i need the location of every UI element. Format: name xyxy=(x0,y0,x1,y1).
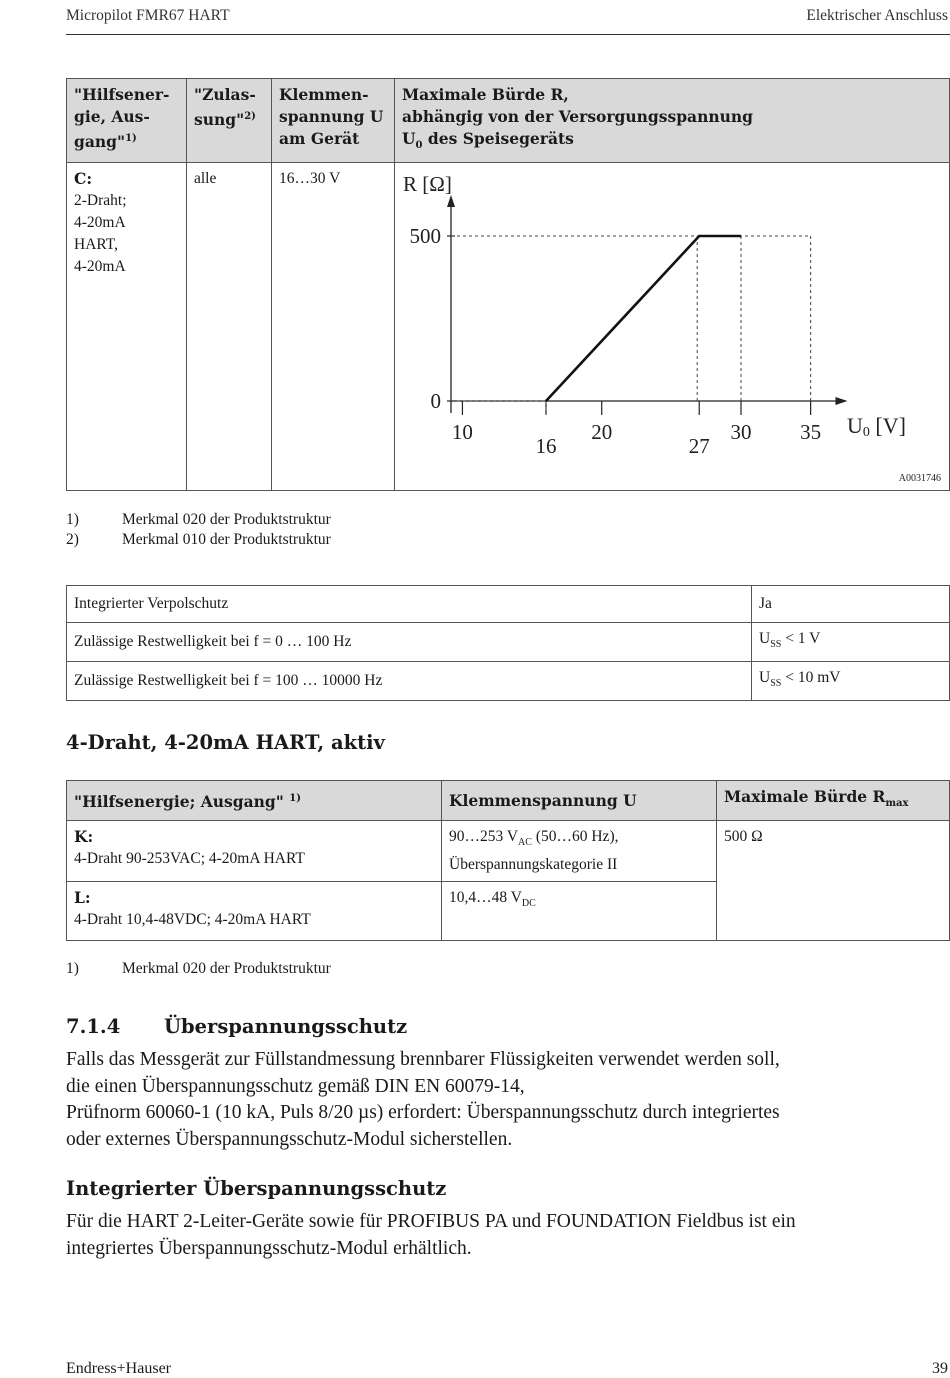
figure-id: A0031746 xyxy=(898,473,941,485)
t1-header-voltage xyxy=(272,79,395,163)
t2-value-1-sub: SS xyxy=(770,639,782,651)
t2-value-1-rest: < 1 V xyxy=(781,630,821,647)
t1-cell-power xyxy=(67,163,187,491)
t3-row-k-power xyxy=(67,821,442,882)
t1-header-load-l3 xyxy=(402,128,942,157)
footnote-3-text: Merkmal 020 der Produktstruktur xyxy=(122,960,331,977)
heading-7-1-4-title: Überspannungsschutz xyxy=(164,1015,408,1038)
heading-integriert: Integrierter Überspannungsschutz xyxy=(66,1177,447,1200)
footer-page-number: 39 xyxy=(932,1360,948,1377)
t3-row-l-desc: 4-Draht 10,4-48VDC; 4-20mA HART xyxy=(74,911,311,929)
x-tick-label-20: 20 xyxy=(591,420,613,445)
footnote-1-text: Merkmal 020 der Produktstruktur xyxy=(122,511,331,528)
para-714-l2: die einen Überspannungsschutz gemäß DIN EN 60079-14, xyxy=(66,1075,525,1097)
t1-cell-chart xyxy=(395,163,950,491)
t3-row-l-v-a: 10,4…48 V xyxy=(449,889,522,907)
t2-value-2-sub: SS xyxy=(770,678,782,690)
para-714-l1: Falls das Messgerät zur Füllstandmessung brennbarer Flüssigkeiten verwendet werden soll, xyxy=(66,1049,780,1070)
footnote-2 xyxy=(66,530,331,550)
t3-row-l-voltage xyxy=(442,882,717,941)
y-tick-label-0: 0 xyxy=(430,389,441,414)
t2-value-1 xyxy=(752,623,950,662)
t1-cell-voltage: 16…30 V xyxy=(272,163,395,491)
t2-value-2-rest: < 10 mV xyxy=(781,669,841,687)
t1-header-approval-text: "Zulas- sung" xyxy=(194,85,256,130)
t1-header-power-sup: 1) xyxy=(125,133,137,144)
t1-header-load-l1: Maximale Bürde R, xyxy=(402,85,569,104)
load-table-2-wire xyxy=(66,78,950,491)
t1-header-power xyxy=(67,79,187,163)
para-714-l3: Prüfnorm 60060-1 (10 kA, Puls 8/20 µs) erfordert: Überspannungsschutz durch integriertes xyxy=(66,1102,780,1123)
x-tick-label-35: 35 xyxy=(800,420,822,445)
t1-desc-2: HART, xyxy=(74,236,118,254)
para-714 xyxy=(66,1047,950,1153)
para-714-l4: oder externes Überspannungsschutz-Modul sicherstellen. xyxy=(66,1128,513,1150)
t2-value-2-u: U xyxy=(759,669,771,687)
t3-row-k-v-b: (50…60 Hz), xyxy=(531,828,619,846)
t1-desc-0: 2-Draht; xyxy=(74,192,127,210)
x-axis-label-unit: [V] xyxy=(869,413,906,439)
t3-header-load-sub: max xyxy=(885,798,909,810)
t1-header-load-l2: abhängig von der Versorgungsspannung xyxy=(402,107,754,126)
t2-value-2 xyxy=(752,662,950,701)
running-header-left: Micropilot FMR67 HART xyxy=(66,7,230,24)
para-integriert-l1: Für die HART 2-Leiter-Geräte sowie für PROFIBUS PA und FOUNDATION Fieldbus ist ein xyxy=(66,1211,796,1232)
x-tick-label-16: 16 xyxy=(535,434,557,459)
t1-header-approval xyxy=(187,79,272,163)
polarity-ripple-table xyxy=(66,585,950,701)
t3-row-k-voltage xyxy=(442,821,717,882)
t3-row-l-code: L: xyxy=(74,888,91,908)
t2-value-0 xyxy=(752,586,950,623)
load-table-4-wire xyxy=(66,780,950,941)
t1-desc-1: 4-20mA xyxy=(74,214,126,232)
t3-header-voltage: Klemmenspannung U xyxy=(442,781,717,821)
t3-header-load-text: Maximale Bürde R xyxy=(724,787,886,806)
t3-row-k-v-sub: AC xyxy=(518,837,532,849)
t2-label-0: Integrierter Verpolschutz xyxy=(67,586,752,623)
x-axis-label-sub: 0 xyxy=(862,425,870,441)
t3-row-k-desc: 4-Draht 90-253VAC; 4-20mA HART xyxy=(74,850,305,868)
y-axis-arrow xyxy=(447,195,455,207)
heading-4-draht: 4-Draht, 4-20mA HART, aktiv xyxy=(66,731,385,754)
t2-label-2: Zulässige Restwelligkeit bei f = 100 … 10000 Hz xyxy=(67,662,752,701)
t2-label-1: Zulässige Restwelligkeit bei f = 0 … 100 Hz xyxy=(67,623,752,662)
x-tick-label-30: 30 xyxy=(730,420,752,445)
t1-desc-3: 4-20mA xyxy=(74,258,126,276)
t1-header-load-u-sub: 0 xyxy=(415,140,423,152)
footnote-2-num: 2) xyxy=(66,531,79,548)
t3-header-power xyxy=(67,781,442,821)
load-chart xyxy=(395,163,949,489)
t3-header-load xyxy=(717,781,950,821)
t1-header-load-u: U xyxy=(402,129,416,148)
footnote-3 xyxy=(66,959,331,979)
x-axis-label-u: U xyxy=(847,413,863,439)
para-integriert xyxy=(66,1209,950,1262)
footnote-2-text: Merkmal 010 der Produktstruktur xyxy=(122,531,331,548)
t1-header-load xyxy=(395,79,950,163)
footnote-1 xyxy=(66,510,331,530)
t3-row-k-code: K: xyxy=(74,827,94,847)
t3-header-power-sup: 1) xyxy=(289,792,301,804)
header-rule xyxy=(66,34,950,35)
y-axis-label: R [Ω] xyxy=(403,172,452,197)
t1-code: C: xyxy=(74,169,93,189)
t3-row-k-v-a: 90…253 V xyxy=(449,828,519,846)
t3-header-power-text: "Hilfsenergie; Ausgang" xyxy=(74,792,284,812)
x-tick-label-10: 10 xyxy=(451,420,473,445)
t3-load-cell: 500 Ω xyxy=(717,821,950,941)
para-integriert-l2: integriertes Überspannungsschutz-Modul erhältlich. xyxy=(66,1237,472,1259)
t2-value-0-text: Ja xyxy=(759,595,772,612)
series-line-0 xyxy=(546,236,741,401)
running-header-right: Elektrischer Anschluss xyxy=(806,7,948,24)
footer-brand: Endress+Hauser xyxy=(66,1360,171,1377)
t3-row-l-power xyxy=(67,882,442,941)
t3-row-k-v-line2: Überspannungskategorie II xyxy=(449,856,618,874)
t3-row-l-v-sub: DC xyxy=(521,898,536,910)
t2-value-1-u: U xyxy=(759,630,771,647)
x-axis-label xyxy=(847,413,906,440)
t1-header-load-rest: des Speisegeräts xyxy=(422,129,574,148)
t1-header-approval-sup: 2) xyxy=(244,111,256,122)
x-tick-label-27: 27 xyxy=(688,434,710,459)
y-tick-label-500: 500 xyxy=(409,224,441,249)
footnote-1-num: 1) xyxy=(66,511,79,528)
heading-7-1-4-number: 7.1.4 xyxy=(66,1015,121,1038)
t1-cell-approval: alle xyxy=(187,163,272,491)
footnote-3-num: 1) xyxy=(66,960,79,977)
t1-header-power-text: "Hilfsener- gie, Aus- gang" xyxy=(74,85,170,152)
t1-header-voltage-text: Klemmen- spannung U am Gerät xyxy=(279,85,384,148)
x-axis-arrow xyxy=(835,397,847,405)
